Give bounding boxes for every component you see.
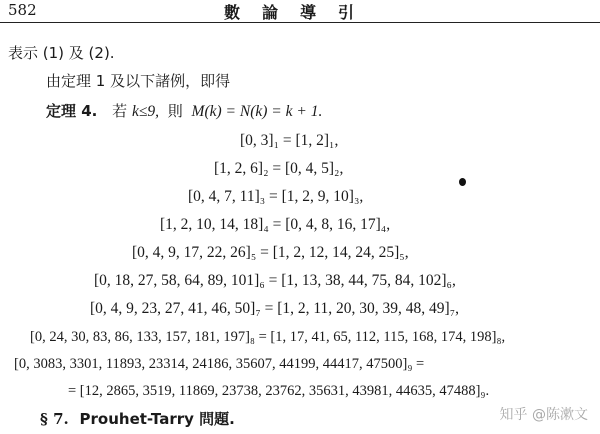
equation-5: [0, 4, 9, 17, 22, 26]₅ = [1, 2, 12, 14, 24, 25]₅, — [132, 244, 409, 261]
equation-2: [1, 2, 6]₂ = [0, 4, 5]₂, — [214, 160, 344, 177]
intro-line: 表示 (1) 及 (2). — [8, 44, 115, 62]
page-number: 582 — [8, 1, 37, 19]
header-rule — [0, 22, 600, 23]
equation-9-left: [0, 3083, 3301, 11893, 23314, 24186, 35607, 44199, 44417, 47500]₉ = — [14, 356, 425, 372]
running-title: 數論導引 — [223, 3, 376, 22]
equation-6: [0, 18, 27, 58, 64, 89, 101]₆ = [1, 13, 38, 44, 75, 84, 102]₆, — [94, 272, 456, 289]
theorem-4 — [46, 102, 322, 121]
equation-4: [1, 2, 10, 14, 18]₄ = [0, 4, 8, 16, 17]₄, — [160, 216, 391, 233]
equation-1: [0, 3]₁ = [1, 2]₁, — [240, 132, 339, 149]
equation-3: [0, 4, 7, 11]₃ = [1, 2, 9, 10]₃, — [188, 188, 364, 205]
section-number: § 7. — [40, 410, 69, 428]
ink-blot — [459, 178, 466, 186]
theorem-label: 定理 4. — [46, 102, 98, 120]
section-title: Prouhet-Tarry 問題. — [79, 410, 235, 428]
theorem-text-mid: 則 — [167, 102, 183, 120]
equation-9-right: = [12, 2865, 3519, 11869, 23738, 23762, 35631, 43981, 44635, 47488]₉. — [68, 383, 490, 399]
section-heading — [40, 410, 235, 428]
equation-7: [0, 4, 9, 23, 27, 41, 46, 50]₇ = [1, 2, 11, 20, 30, 39, 48, 49]₇, — [90, 300, 459, 317]
equation-8: [0, 24, 30, 83, 86, 133, 157, 181, 197]₈ = [1, 17, 41, 65, 112, 115, 168, 174, 198]₈, — [30, 329, 506, 345]
page-header — [0, 0, 600, 22]
theorem-condition: k≤9, — [131, 103, 159, 120]
theorem-statement: M(k) = N(k) = k + 1. — [191, 103, 323, 120]
theorem-lead: 由定理 1 及以下諸例，即得 — [46, 72, 231, 90]
watermark: 知乎 @陈漱文 — [499, 407, 588, 423]
theorem-text-prefix: 若 — [112, 102, 128, 120]
